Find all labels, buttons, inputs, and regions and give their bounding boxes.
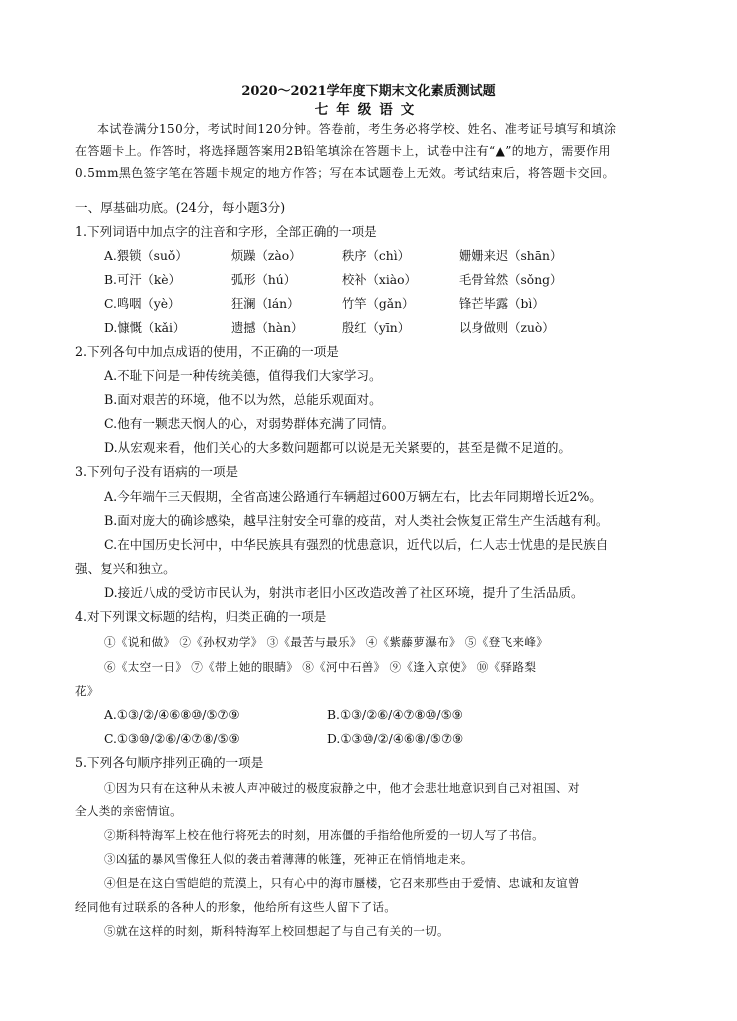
q1-option-b-3: 校补（xiào）	[342, 273, 417, 287]
q3-option-c-cont: 强、复兴和独立。	[75, 561, 176, 576]
q3-option-d: D.接近八成的受访市民认为，射洪市老旧小区改造改善了社区环境，提升了生活品质。	[104, 585, 584, 600]
question-1-stem: 1.下列词语中加点字的注音和字形，全部正确的一项是	[75, 224, 377, 239]
q1-option-a-3: 秩序（chì）	[342, 249, 410, 263]
q4-titles-line-1: ①《说和做》 ②《孙权劝学》 ③《最苦与最乐》 ④《紫藤萝瀑布》 ⑤《登飞来峰》	[104, 635, 549, 649]
q1-option-d-3: 殷红（yīn）	[342, 321, 410, 335]
q1-option-b-4: 毛骨耸然（sǒng）	[459, 273, 563, 287]
intro-line-1: 本试卷满分150分，考试时间120分钟。答卷前，考生务必将学校、姓名、准考证号填写和填涂	[97, 122, 617, 136]
section-heading: 一、厚基础功底。(24分，每小题3分)	[75, 200, 286, 215]
q4-option-b: B.①③/②⑥/④⑦⑧⑩/⑤⑨	[327, 708, 463, 722]
q1-option-a-1: A.猥锁（suǒ）	[104, 249, 188, 263]
q4-option-d: D.①③⑩/②/④⑥⑧/⑤⑦⑨	[327, 732, 463, 746]
q4-titles-line-2: ⑥《太空一日》 ⑦《带上她的眼睛》 ⑧《河中石兽》 ⑨《逢入京使》 ⑩《驿路梨	[104, 660, 537, 674]
exam-title: 2020～2021学年度下期末文化素质测试题	[241, 84, 496, 99]
q4-titles-line-3: 花》	[75, 684, 99, 698]
question-2-stem: 2.下列各句中加点成语的使用，不正确的一项是	[75, 344, 339, 359]
q1-option-d-4: 以身做则（zuò）	[459, 321, 555, 335]
q4-option-c: C.①③⑩/②⑥/④⑦⑧/⑤⑨	[104, 732, 240, 746]
q5-sentence-5: ⑤就在这样的时刻，斯科特海军上校回想起了与自己有关的一切。	[104, 924, 449, 938]
question-4-stem: 4.对下列课文标题的结构，归类正确的一项是	[75, 609, 327, 624]
q4-option-a: A.①③/②/④⑥⑧⑩/⑤⑦⑨	[104, 708, 240, 722]
q5-sentence-4: ④但是在这白雪皑皑的荒漠上，只有心中的海市蜃楼，它召来那些由于爱情、忠诚和友谊曾	[104, 876, 580, 890]
q1-option-a-2: 烦躁（zào）	[231, 249, 302, 263]
q2-option-c: C.他有一颗悲天悯人的心，对弱势群体充满了同情。	[104, 416, 395, 431]
q5-sentence-1: ①因为只有在这种从未被人声冲破过的极度寂静之中，他才会悲壮地意识到自己对祖国、对	[104, 781, 580, 795]
q1-option-b-1: B.可汗（kè）	[104, 273, 181, 287]
q1-option-b-2: 弧形（hú）	[231, 273, 297, 287]
intro-line-3: 0.5mm黑色签字笔在答题卡规定的地方作答；写在本试题卷上无效。考试结束后，将答题卡交回。	[75, 166, 615, 180]
exam-subtitle: 七年级语文	[314, 102, 423, 118]
q1-option-c-2: 狂澜（lán）	[231, 297, 300, 311]
q3-option-b: B.面对庞大的确诊感染，越早注射安全可靠的疫苗，对人类社会恢复正常生产生活越有利。	[104, 513, 609, 528]
q1-option-c-1: C.鸣咽（yè）	[104, 297, 181, 311]
q5-sentence-4-cont: 经同他有过联系的各种人的形象，他给所有这些人留下了话。	[75, 900, 397, 914]
q1-option-d-2: 遗撼（hàn）	[231, 321, 304, 335]
q1-option-c-4: 锋芒毕露（bì）	[459, 297, 545, 311]
q2-option-d: D.从宏观来看，他们关心的大多数问题都可以说是无关紧要的，甚至是微不足道的。	[104, 440, 572, 455]
q5-sentence-2: ②斯科特海军上校在他行将死去的时刻，用冻僵的手指给他所爱的一切人写了书信。	[104, 828, 545, 842]
q2-option-b: B.面对艰苦的环境，他不以为然，总能乐观面对。	[104, 392, 382, 407]
question-5-stem: 5.下列各句顺序排列正确的一项是	[75, 755, 264, 770]
q5-sentence-3: ③凶猛的暴风雪像狂人似的袭击着薄薄的帐篷，死神正在悄悄地走来。	[104, 852, 473, 866]
intro-line-2: 在答题卡上。作答时，将选择题答案用2B铅笔填涂在答题卡上，试卷中注有“▲”的地方，需要作用	[75, 144, 611, 158]
question-3-stem: 3.下列句子没有语病的一项是	[75, 464, 239, 479]
q5-sentence-1-cont: 全人类的亲密情谊。	[75, 804, 183, 818]
q1-option-c-3: 竹竿（gǎn）	[342, 297, 415, 311]
q3-option-c: C.在中国历史长河中，中华民族具有强烈的忧患意识，近代以后，仁人志士忧患的是民族自	[104, 537, 609, 552]
q1-option-a-4: 姗姗来迟（shān）	[459, 249, 563, 263]
q3-option-a: A.今年端午三天假期，全省高速公路通行车辆超过600万辆左右，比去年同期增长近2%。	[104, 489, 602, 504]
q1-option-d-1: D.慷慨（kǎi）	[104, 321, 186, 335]
q2-option-a: A.不耻下问是一种传统美德，值得我们大家学习。	[104, 368, 382, 383]
